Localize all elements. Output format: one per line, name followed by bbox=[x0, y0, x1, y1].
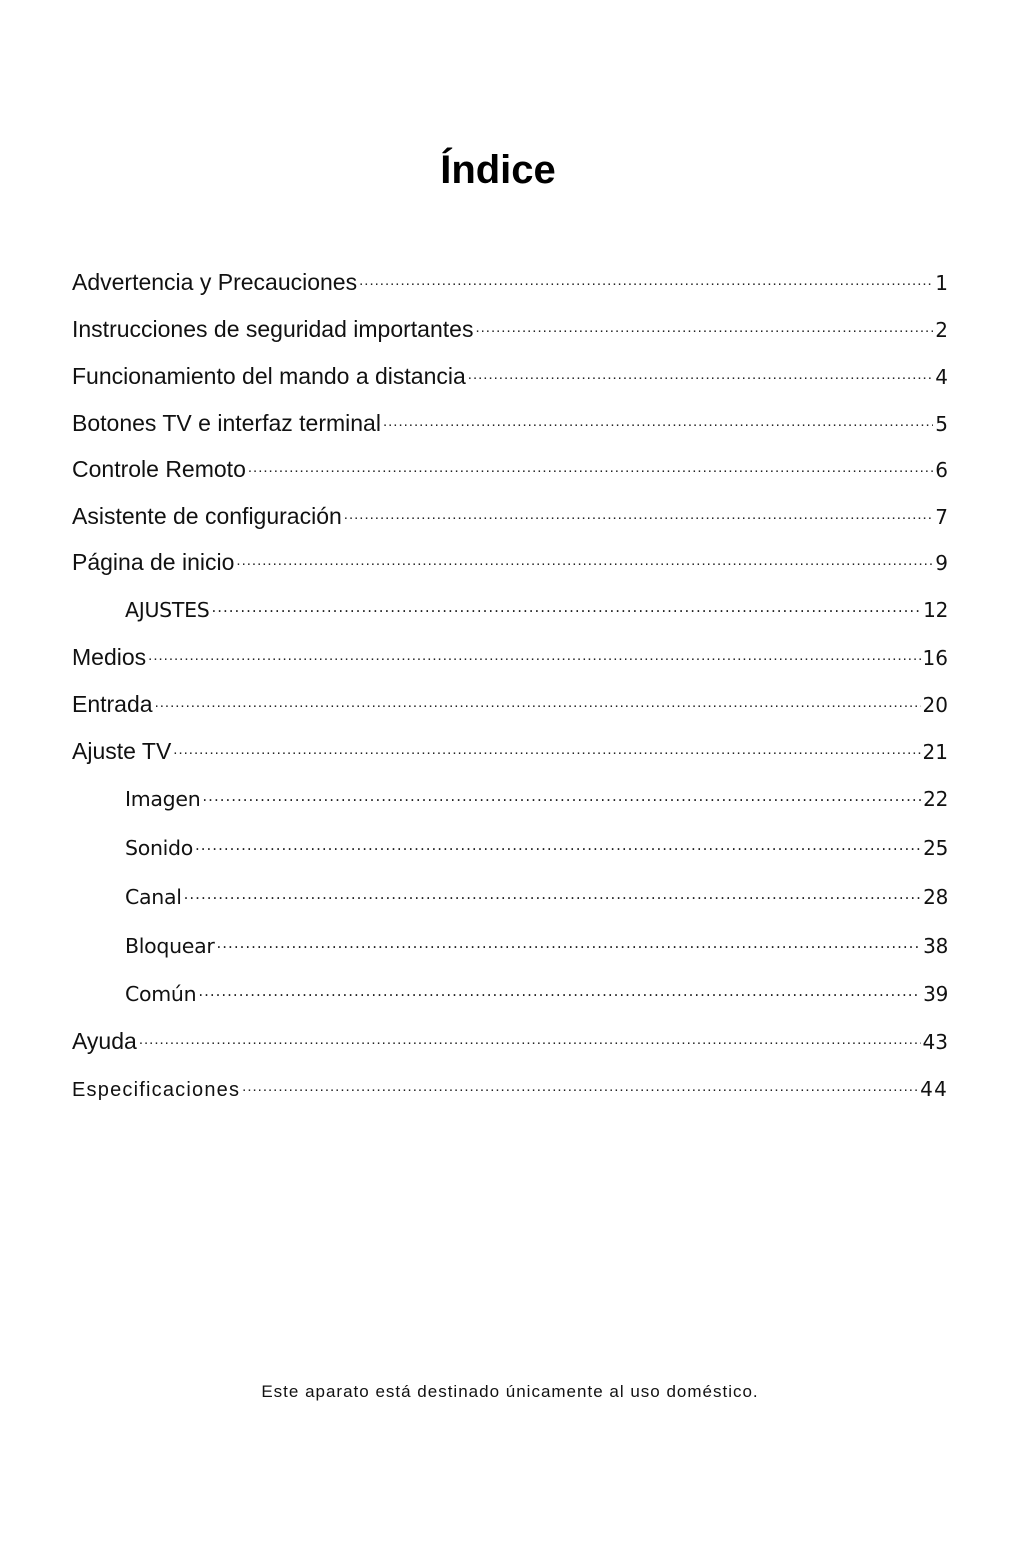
toc-entry-page: 7 bbox=[935, 505, 948, 529]
toc-dot-leader bbox=[198, 971, 921, 1001]
toc-entry-page: 4 bbox=[935, 365, 948, 389]
toc-entry-page: 39 bbox=[923, 982, 948, 1006]
toc-entry-label: Botones TV e interfaz terminal bbox=[72, 410, 381, 436]
toc-entry-label: Ajuste TV bbox=[72, 738, 172, 764]
toc-entry bbox=[125, 587, 948, 621]
toc-entry bbox=[72, 354, 948, 388]
toc-entry bbox=[125, 776, 948, 810]
toc-entry bbox=[72, 635, 948, 669]
footer-note: Este aparato está destinado únicamente al uso doméstico. bbox=[261, 1382, 759, 1401]
toc-dot-leader bbox=[359, 260, 933, 290]
toc-entry bbox=[72, 401, 948, 435]
toc-entry-label: Funcionamiento del mando a distancia bbox=[72, 363, 466, 389]
toc-dot-leader bbox=[468, 354, 933, 384]
toc-entry-page: 1 bbox=[935, 271, 948, 295]
toc-entry-page: 2 bbox=[935, 318, 948, 342]
toc-dot-leader bbox=[184, 874, 922, 904]
toc-entry-label: Medios bbox=[72, 644, 147, 670]
toc-entry-label: Controle Remoto bbox=[72, 456, 246, 482]
toc-entry-label: Página de inicio bbox=[72, 549, 235, 575]
toc-entry-label: Canal bbox=[125, 885, 182, 909]
toc-dot-leader bbox=[173, 729, 920, 759]
toc-dot-leader bbox=[195, 825, 921, 855]
toc-dot-leader bbox=[344, 494, 933, 524]
toc-dot-leader bbox=[248, 447, 933, 477]
toc-entry-label: Advertencia y Precauciones bbox=[72, 269, 358, 295]
toc-entry-label: Imagen bbox=[125, 787, 201, 811]
toc-entry bbox=[72, 447, 948, 481]
toc-dot-leader bbox=[475, 307, 933, 337]
toc-dot-leader bbox=[148, 635, 920, 665]
toc-entry-label: AJUSTES bbox=[125, 598, 210, 622]
toc-entry-page: 21 bbox=[922, 740, 948, 764]
toc-entry-page: 38 bbox=[923, 934, 948, 958]
toc-entry bbox=[72, 494, 948, 528]
toc-dot-leader bbox=[211, 587, 921, 617]
toc-entry-label: Entrada bbox=[72, 691, 153, 717]
toc-entry-page: 22 bbox=[923, 787, 948, 811]
toc-entry bbox=[125, 874, 948, 908]
toc-dot-leader bbox=[155, 682, 921, 712]
toc-dot-leader bbox=[236, 540, 933, 570]
toc-entry-page: 5 bbox=[935, 412, 948, 436]
toc-entry-label: Sonido bbox=[125, 836, 193, 860]
toc-entry-page: 44 bbox=[920, 1077, 948, 1101]
toc-entry-page: 43 bbox=[922, 1030, 948, 1054]
toc-entry-page: 28 bbox=[923, 885, 948, 909]
toc-entry-page: 12 bbox=[923, 598, 948, 622]
toc-entry-label: Bloquear bbox=[125, 934, 215, 958]
page-title: Índice bbox=[440, 148, 556, 192]
toc-entry bbox=[125, 825, 948, 859]
toc-entry bbox=[72, 260, 948, 294]
toc-entry bbox=[72, 1066, 948, 1100]
toc-entry-label: Asistente de configuración bbox=[72, 503, 342, 529]
toc-dot-leader bbox=[139, 1019, 921, 1049]
toc-entry-page: 20 bbox=[922, 693, 948, 717]
toc-entry bbox=[72, 1019, 948, 1053]
toc-entry bbox=[125, 971, 948, 1005]
toc-entry bbox=[72, 540, 948, 574]
toc-entry-page: 25 bbox=[923, 836, 948, 860]
toc-entry-label: Común bbox=[125, 982, 197, 1006]
toc-entry-page: 9 bbox=[935, 551, 948, 575]
toc-dot-leader bbox=[242, 1066, 918, 1096]
toc-dot-leader bbox=[202, 776, 921, 806]
toc-dot-leader bbox=[217, 923, 922, 953]
toc-entry-label: Instrucciones de seguridad importantes bbox=[72, 316, 474, 342]
toc-entry bbox=[72, 307, 948, 341]
toc-entry-page: 16 bbox=[922, 646, 948, 670]
toc-entry-page: 6 bbox=[935, 458, 948, 482]
toc-entry bbox=[125, 923, 948, 957]
toc-dot-leader bbox=[383, 401, 933, 431]
toc-entry bbox=[72, 729, 948, 763]
toc-entry-label: Ayuda bbox=[72, 1028, 137, 1054]
toc-entry-label: Especificaciones bbox=[72, 1079, 241, 1101]
toc-entry bbox=[72, 682, 948, 716]
